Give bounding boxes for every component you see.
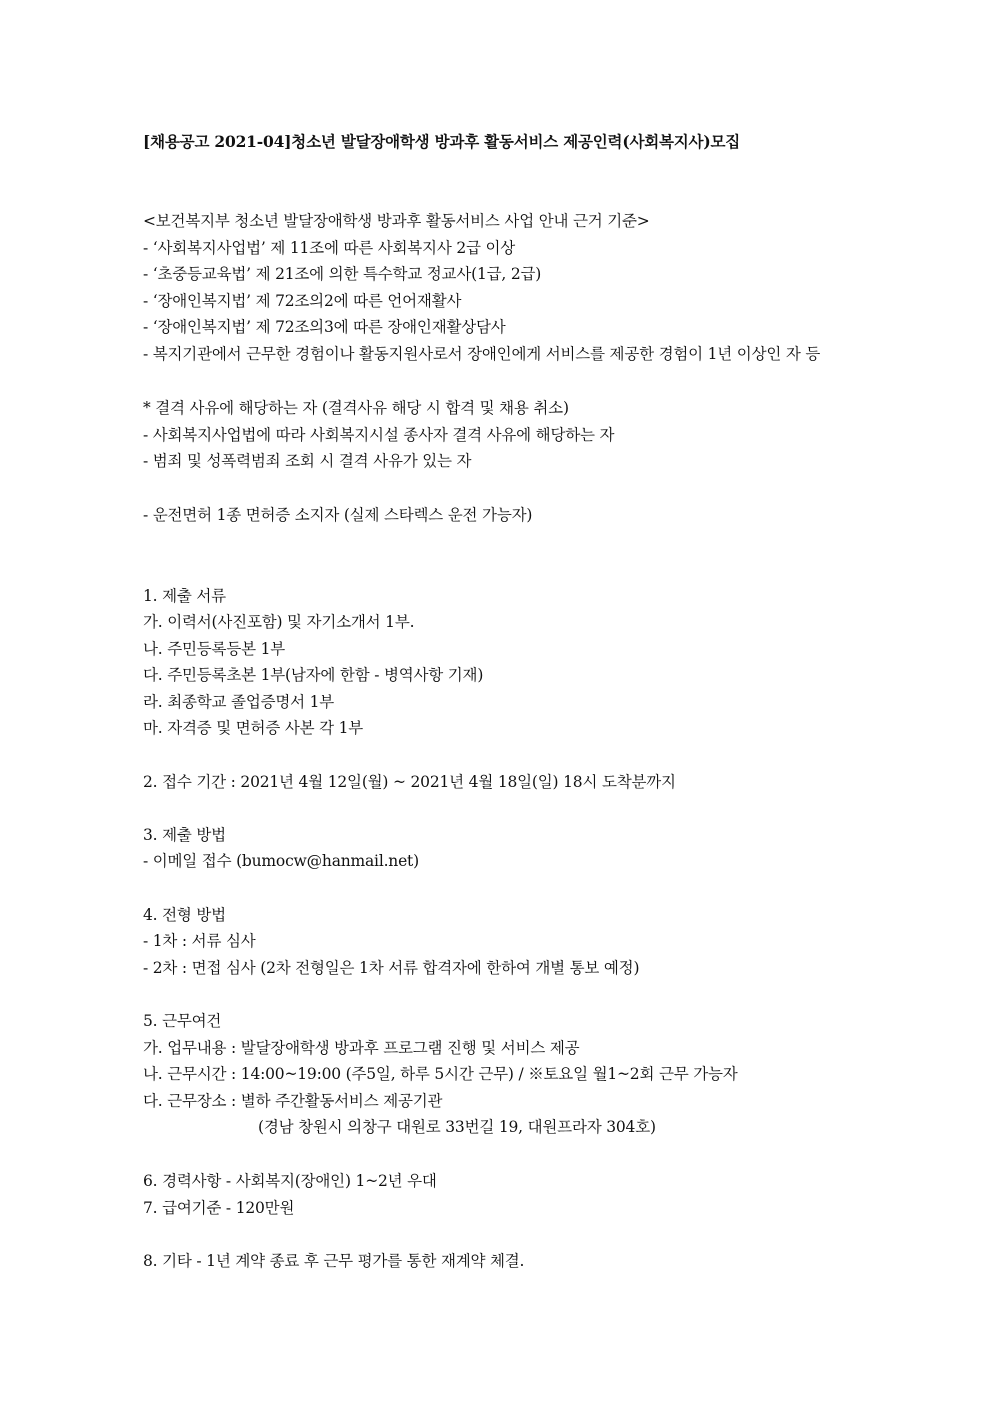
document-item: 다. 주민등록초본 1부(남자에 한함 - 병역사항 기재): [143, 666, 484, 684]
condition-item: 나. 근무시간 : 14:00~19:00 (주5일, 하루 5시간 근무) / ※토요일 월1~2회 근무 가능자: [143, 1065, 738, 1083]
criteria-item: - ‘사회복지사업법’ 제 11조에 따른 사회복지사 2급 이상: [143, 239, 516, 257]
section-heading-conditions: 5. 근무여건: [143, 1012, 222, 1030]
disqualification-item: - 범죄 및 성폭력범죄 조회 시 결격 사유가 있는 자: [143, 452, 472, 470]
section-heading-method: 3. 제출 방법: [143, 826, 226, 844]
workplace-address: (경남 창원시 의창구 대원로 33번길 19, 대원프라자 304호): [258, 1118, 656, 1136]
document-item: 나. 주민등록등본 1부: [143, 640, 286, 658]
criteria-item: - 복지기관에서 근무한 경험이나 활동지원사로서 장애인에게 서비스를 제공한 경험이 1년 이상인 자 등: [143, 345, 821, 363]
salary-standard: 7. 급여기준 - 120만원: [143, 1199, 295, 1217]
license-requirement: - 운전면허 1종 면허증 소지자 (실제 스타렉스 운전 가능자): [143, 506, 533, 524]
criteria-item: - ‘초중등교육법’ 제 21조에 의한 특수학교 정교사(1급, 2급): [143, 265, 542, 283]
criteria-header: <보건복지부 청소년 발달장애학생 방과후 활동서비스 사업 안내 근거 기준>: [143, 212, 650, 230]
condition-item: 다. 근무장소 : 별하 주간활동서비스 제공기관: [143, 1092, 443, 1110]
document-item: 라. 최종학교 졸업증명서 1부: [143, 693, 335, 711]
experience-preference: 6. 경력사항 - 사회복지(장애인) 1~2년 우대: [143, 1172, 437, 1190]
document-item: 마. 자격증 및 면허증 사본 각 1부: [143, 719, 364, 737]
application-period: 2. 접수 기간 : 2021년 4월 12일(월) ~ 2021년 4월 18일(일) 18시 도착분까지: [143, 773, 676, 791]
submission-email: - 이메일 접수 (bumocw@hanmail.net): [143, 852, 419, 870]
section-heading-documents: 1. 제출 서류: [143, 587, 226, 605]
criteria-item: - ‘장애인복지법’ 제 72조의3에 따른 장애인재활상담사: [143, 318, 506, 336]
document-title: [채용공고 2021-04]청소년 발달장애학생 방과후 활동서비스 제공인력(사회복지사)모집: [143, 132, 740, 151]
section-heading-selection: 4. 전형 방법: [143, 906, 226, 924]
disqualification-item: - 사회복지사업법에 따라 사회복지시설 종사자 결격 사유에 해당하는 자: [143, 426, 615, 444]
document-item: 가. 이력서(사진포함) 및 자기소개서 1부.: [143, 613, 415, 631]
condition-item: 가. 업무내용 : 발달장애학생 방과후 프로그램 진행 및 서비스 제공: [143, 1039, 580, 1057]
selection-item: - 2차 : 면접 심사 (2차 전형일은 1차 서류 합격자에 한하여 개별 통보 예정): [143, 959, 640, 977]
other-notes: 8. 기타 - 1년 계약 종료 후 근무 평가를 통한 재계약 체결.: [143, 1252, 525, 1270]
criteria-item: - ‘장애인복지법’ 제 72조의2에 따른 언어재활사: [143, 292, 462, 310]
selection-item: - 1차 : 서류 심사: [143, 932, 256, 950]
disqualification-header: * 결격 사유에 해당하는 자 (결격사유 해당 시 합격 및 채용 취소): [143, 399, 569, 417]
